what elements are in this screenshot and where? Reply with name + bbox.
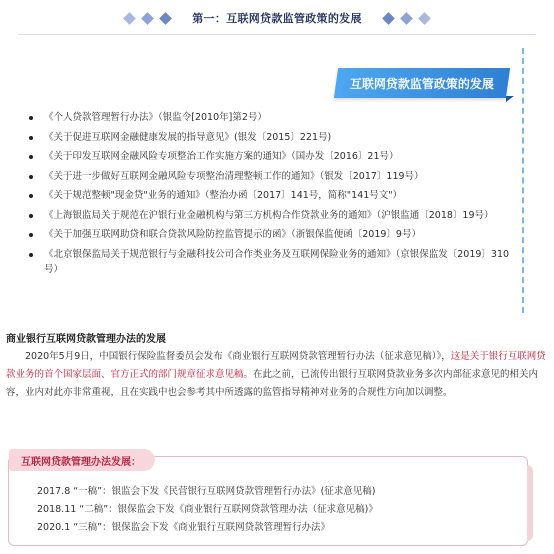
diamond-icon	[159, 12, 172, 25]
commercial-section-title: 商业银行互联网贷款管理办法的发展	[6, 334, 166, 345]
policy-card	[24, 48, 524, 313]
policy-list-item: 《关于加强互联网助贷和联合贷款风险防控监管提示的函》（浙银保监便函〔2019〕9号）	[24, 227, 512, 243]
box-shadow-decoration	[527, 465, 533, 541]
development-box	[8, 456, 528, 546]
development-item: 2017.8 “一稿”：银监会下发《民营银行互联网贷款管理暂行办法》(征求意见稿)	[37, 486, 376, 497]
policy-list-item: 《关于印发互联网金融风险专项整治工作实施方案的通知》（国办发〔2016〕21号）	[24, 149, 512, 165]
policy-list-item: 《关于促进互联网金融健康发展的指导意见》(银发〔2015〕221号)	[24, 130, 512, 146]
diamond-icon	[141, 12, 154, 25]
diamond-icon	[418, 12, 431, 25]
policy-list-item: 《北京银保监局关于规范银行与金融科技公司合作类业务及互联网保险业务的通知》（京银保监发〔2019〕310号）	[24, 247, 512, 278]
commercial-section-paragraph	[6, 348, 546, 402]
diamond-icon	[382, 12, 395, 25]
policy-list-item: 《个人贷款管理暂行办法》（银监令[2010年]第2号）	[24, 110, 512, 126]
policy-list-item: 《上海银监局关于规范在沪银行业金融机构与第三方机构合作贷款业务的通知》（沪银监通〔2018〕19号）	[24, 208, 512, 224]
left-diamond-decoration	[125, 14, 170, 23]
development-item: 2020.1 “三稿”：银保监会下发《商业银行互联网贷款管理暂行办法》	[37, 522, 331, 533]
header-divider	[18, 34, 536, 35]
diamond-icon	[123, 12, 136, 25]
policy-list-item: 《关于规范整顿"现金贷"业务的通知》（整治办函〔2017〕141号，简称"141号文"）	[24, 188, 512, 204]
page-title: 第一：互联网贷款监管政策的发展	[192, 12, 362, 25]
tag-fold-decoration	[506, 96, 514, 102]
policy-list-item: 《关于进一步做好互联网金融风险专项整治清理整顿工作的通知》（银发〔2017〕119号）	[24, 169, 512, 185]
policy-section-tag: 互联网贷款监管政策的发展	[334, 68, 510, 98]
paragraph-text: 在此之前，已流传出银行互联网贷款业务多次内部征求意见的相关内容，业内对此亦非常重视，且在实践中也会参考其中所透露的监管指导精神对业务的合规性方向加以调整。	[6, 369, 539, 398]
diamond-icon	[400, 12, 413, 25]
paragraph-text: 2020年5月9日，中国银行保险监督委员会发布《商业银行互联网贷款管理暂行办法（征求意见稿）》，	[25, 351, 451, 362]
development-list	[37, 483, 378, 537]
page-header	[0, 6, 554, 30]
development-tag: 互联网贷款管理办法发展：	[9, 449, 155, 471]
development-item: 2018.11 “二稿”：银保监会下发《商业银行互联网贷款管理办法（征求意见稿)》	[37, 504, 378, 515]
right-diamond-decoration	[384, 14, 429, 23]
policy-list	[24, 110, 512, 282]
paragraph-highlight: 这是关于银行互联网贷款业务的首个国家层面、官方正式的部门规章征求意见稿。	[6, 351, 546, 380]
